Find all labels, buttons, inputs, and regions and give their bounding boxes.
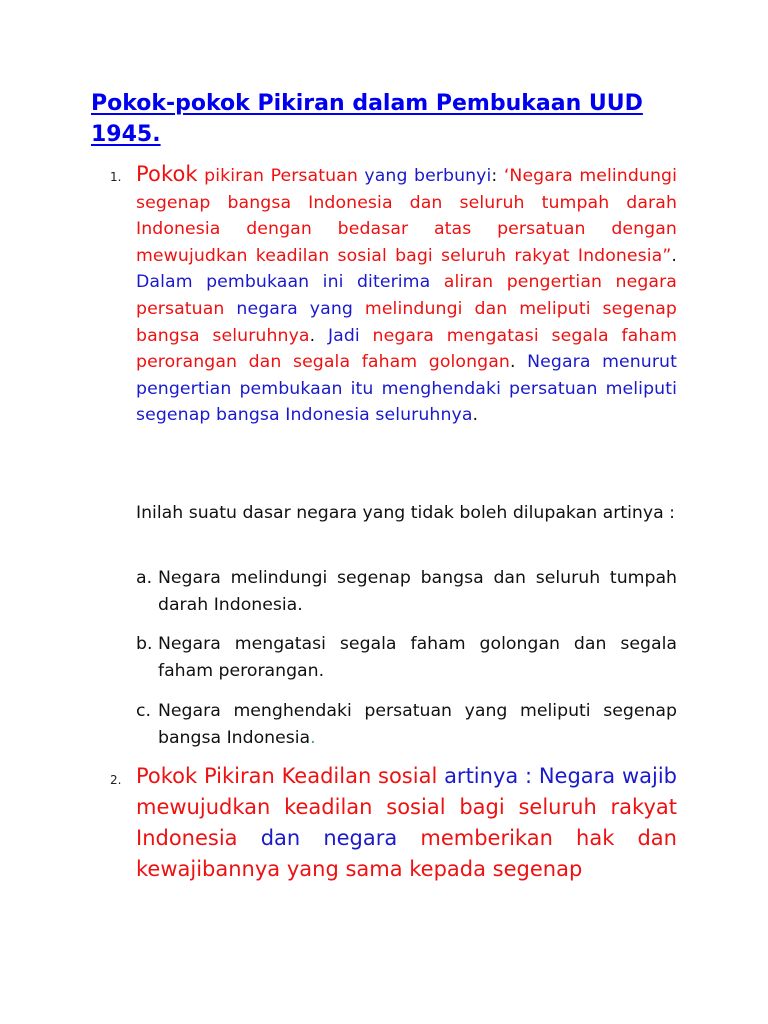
- item-2-segment: mewujudkan keadilan sosial bagi seluruh rakyat Indonesia: [136, 795, 677, 850]
- item-2-segment: dan negara: [260, 826, 421, 850]
- sub-item-letter: a.: [136, 568, 153, 588]
- list-number-1: 1.: [110, 170, 122, 184]
- item-2-segment: artinya : Negara wajib: [444, 764, 677, 788]
- item-1-segment: .: [472, 405, 479, 426]
- item-1-segment: .: [671, 245, 677, 266]
- item-2-segment: memberikan hak dan kewajibannya yang sama kepada segenap: [136, 826, 677, 881]
- sub-item-text: Negara mengatasi segala faham golongan dan segala faham perorangan.: [158, 634, 677, 681]
- item-1-segment: aliran pengertian negara persatuan: [136, 272, 677, 319]
- item-2-segment: Pokok Pikiran Keadilan sosial: [136, 764, 445, 788]
- sub-item-b: [136, 631, 677, 685]
- item-1-segment: ‘Negara melindungi segenap bangsa Indonesia dan seluruh tumpah darah Indonesia dengan bedasar atas persatuan dengan mewujudkan keadilan sosial bagi seluruh rakyat Indonesia”: [136, 166, 677, 266]
- sub-item-c: [136, 698, 677, 752]
- item-1-segment: :: [491, 166, 504, 186]
- item-1-segment: Jadi: [327, 325, 373, 346]
- item-1-segment: .: [309, 325, 328, 346]
- sub-item-text: Negara menghendaki persatuan yang meliputi segenap bangsa Indonesia: [158, 701, 677, 748]
- item-1-segment: negara yang: [236, 298, 365, 319]
- sub-item-letter: b.: [136, 634, 153, 654]
- list-number-2: 2.: [110, 773, 122, 787]
- item-1-segment: .: [509, 352, 528, 373]
- item-1-segment: Pokok: [136, 162, 198, 186]
- sub-item-trail: .: [310, 728, 316, 748]
- sub-item-letter: c.: [136, 701, 151, 721]
- document-title: Pokok-pokok Pikiran dalam Pembukaan UUD 1945.: [91, 91, 643, 147]
- sub-item-text: Negara melindungi segenap bangsa dan seluruh tumpah darah Indonesia.: [158, 568, 677, 615]
- item-1-segment: Dalam pembukaan ini diterima: [136, 272, 444, 293]
- item-1-segment: negara mengatasi segala faham perorangan dan segala faham golongan: [136, 325, 678, 373]
- item-1-segment: Negara menurut pengertian pembukaan itu menghendaki persatuan meliputi segenap bangsa Indonesia seluruhnya: [136, 352, 677, 426]
- item-1-paragraph: [136, 161, 677, 429]
- item-1-segment: yang berbunyi: [364, 166, 492, 186]
- item-1-segment: pikiran Persatuan: [197, 166, 365, 186]
- item-2-paragraph: [136, 761, 677, 885]
- intro-paragraph: Inilah suatu dasar negara yang tidak boleh dilupakan artinya :: [136, 503, 676, 523]
- sub-item-a: [136, 565, 677, 619]
- sub-item-text-wrap: [158, 698, 677, 752]
- item-1-segment: melindungi dan meliputi segenap bangsa seluruhnya: [136, 298, 678, 346]
